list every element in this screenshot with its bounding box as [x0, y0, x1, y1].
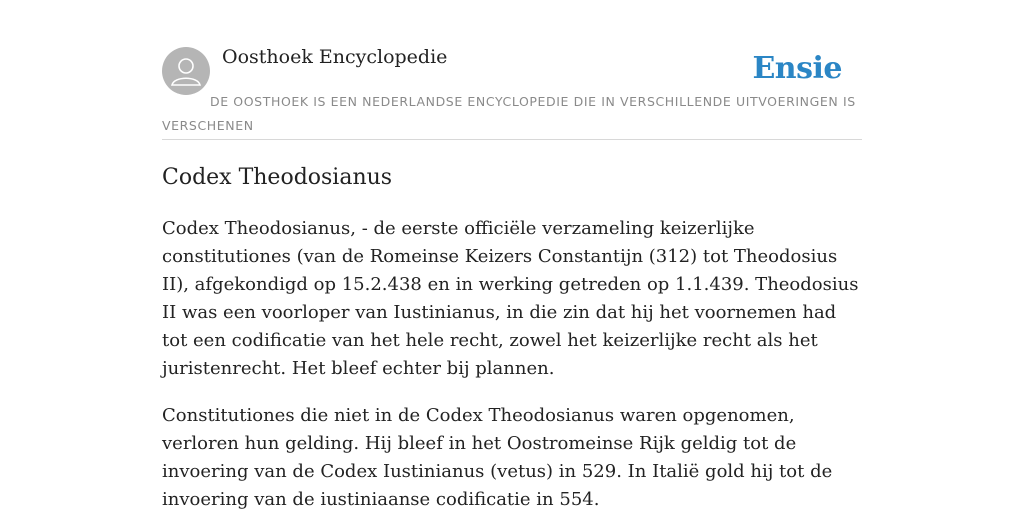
article-paragraph: Constitutiones die niet in de Codex Theodosianus waren opgenomen, verloren hun gelding. Hij bleef in het Oostromeinse Rijk geldig tot de invoering van de Codex Iustinianus (vetus) in 529. In Italië gold hij tot de invoering van de iustiniaanse codificatie in 554. [162, 405, 833, 510]
user-avatar-icon[interactable] [162, 47, 210, 95]
site-tagline: DE OOSTHOEK IS EEN NEDERLANDSE ENCYCLOPEDIE DIE IN VERSCHILLENDE UITVOERINGEN IS VERSCHENEN [162, 94, 856, 133]
article-paragraph: Codex Theodosianus, - de eerste officiële verzameling keizerlijke constitutiones (van de Romeinse Keizers Constantijn (312) tot Theodosius II), afgekondigd op 15.2.438 en in werking getreden op 1.1.439. Theodosius II was een voorloper van Iustinianus, in die zin dat hij het voornemen had tot een codificatie van het hele recht, zowel het keizerlijke recht als het juristenrecht. Het bleef echter bij plannen. [162, 218, 859, 379]
article-title: Codex Theodosianus [162, 165, 393, 190]
article [162, 162, 862, 514]
brand-logo[interactable]: Ensie [752, 51, 842, 86]
site-header [162, 40, 862, 140]
site-name[interactable]: Oosthoek Encyclopedie [222, 46, 448, 68]
